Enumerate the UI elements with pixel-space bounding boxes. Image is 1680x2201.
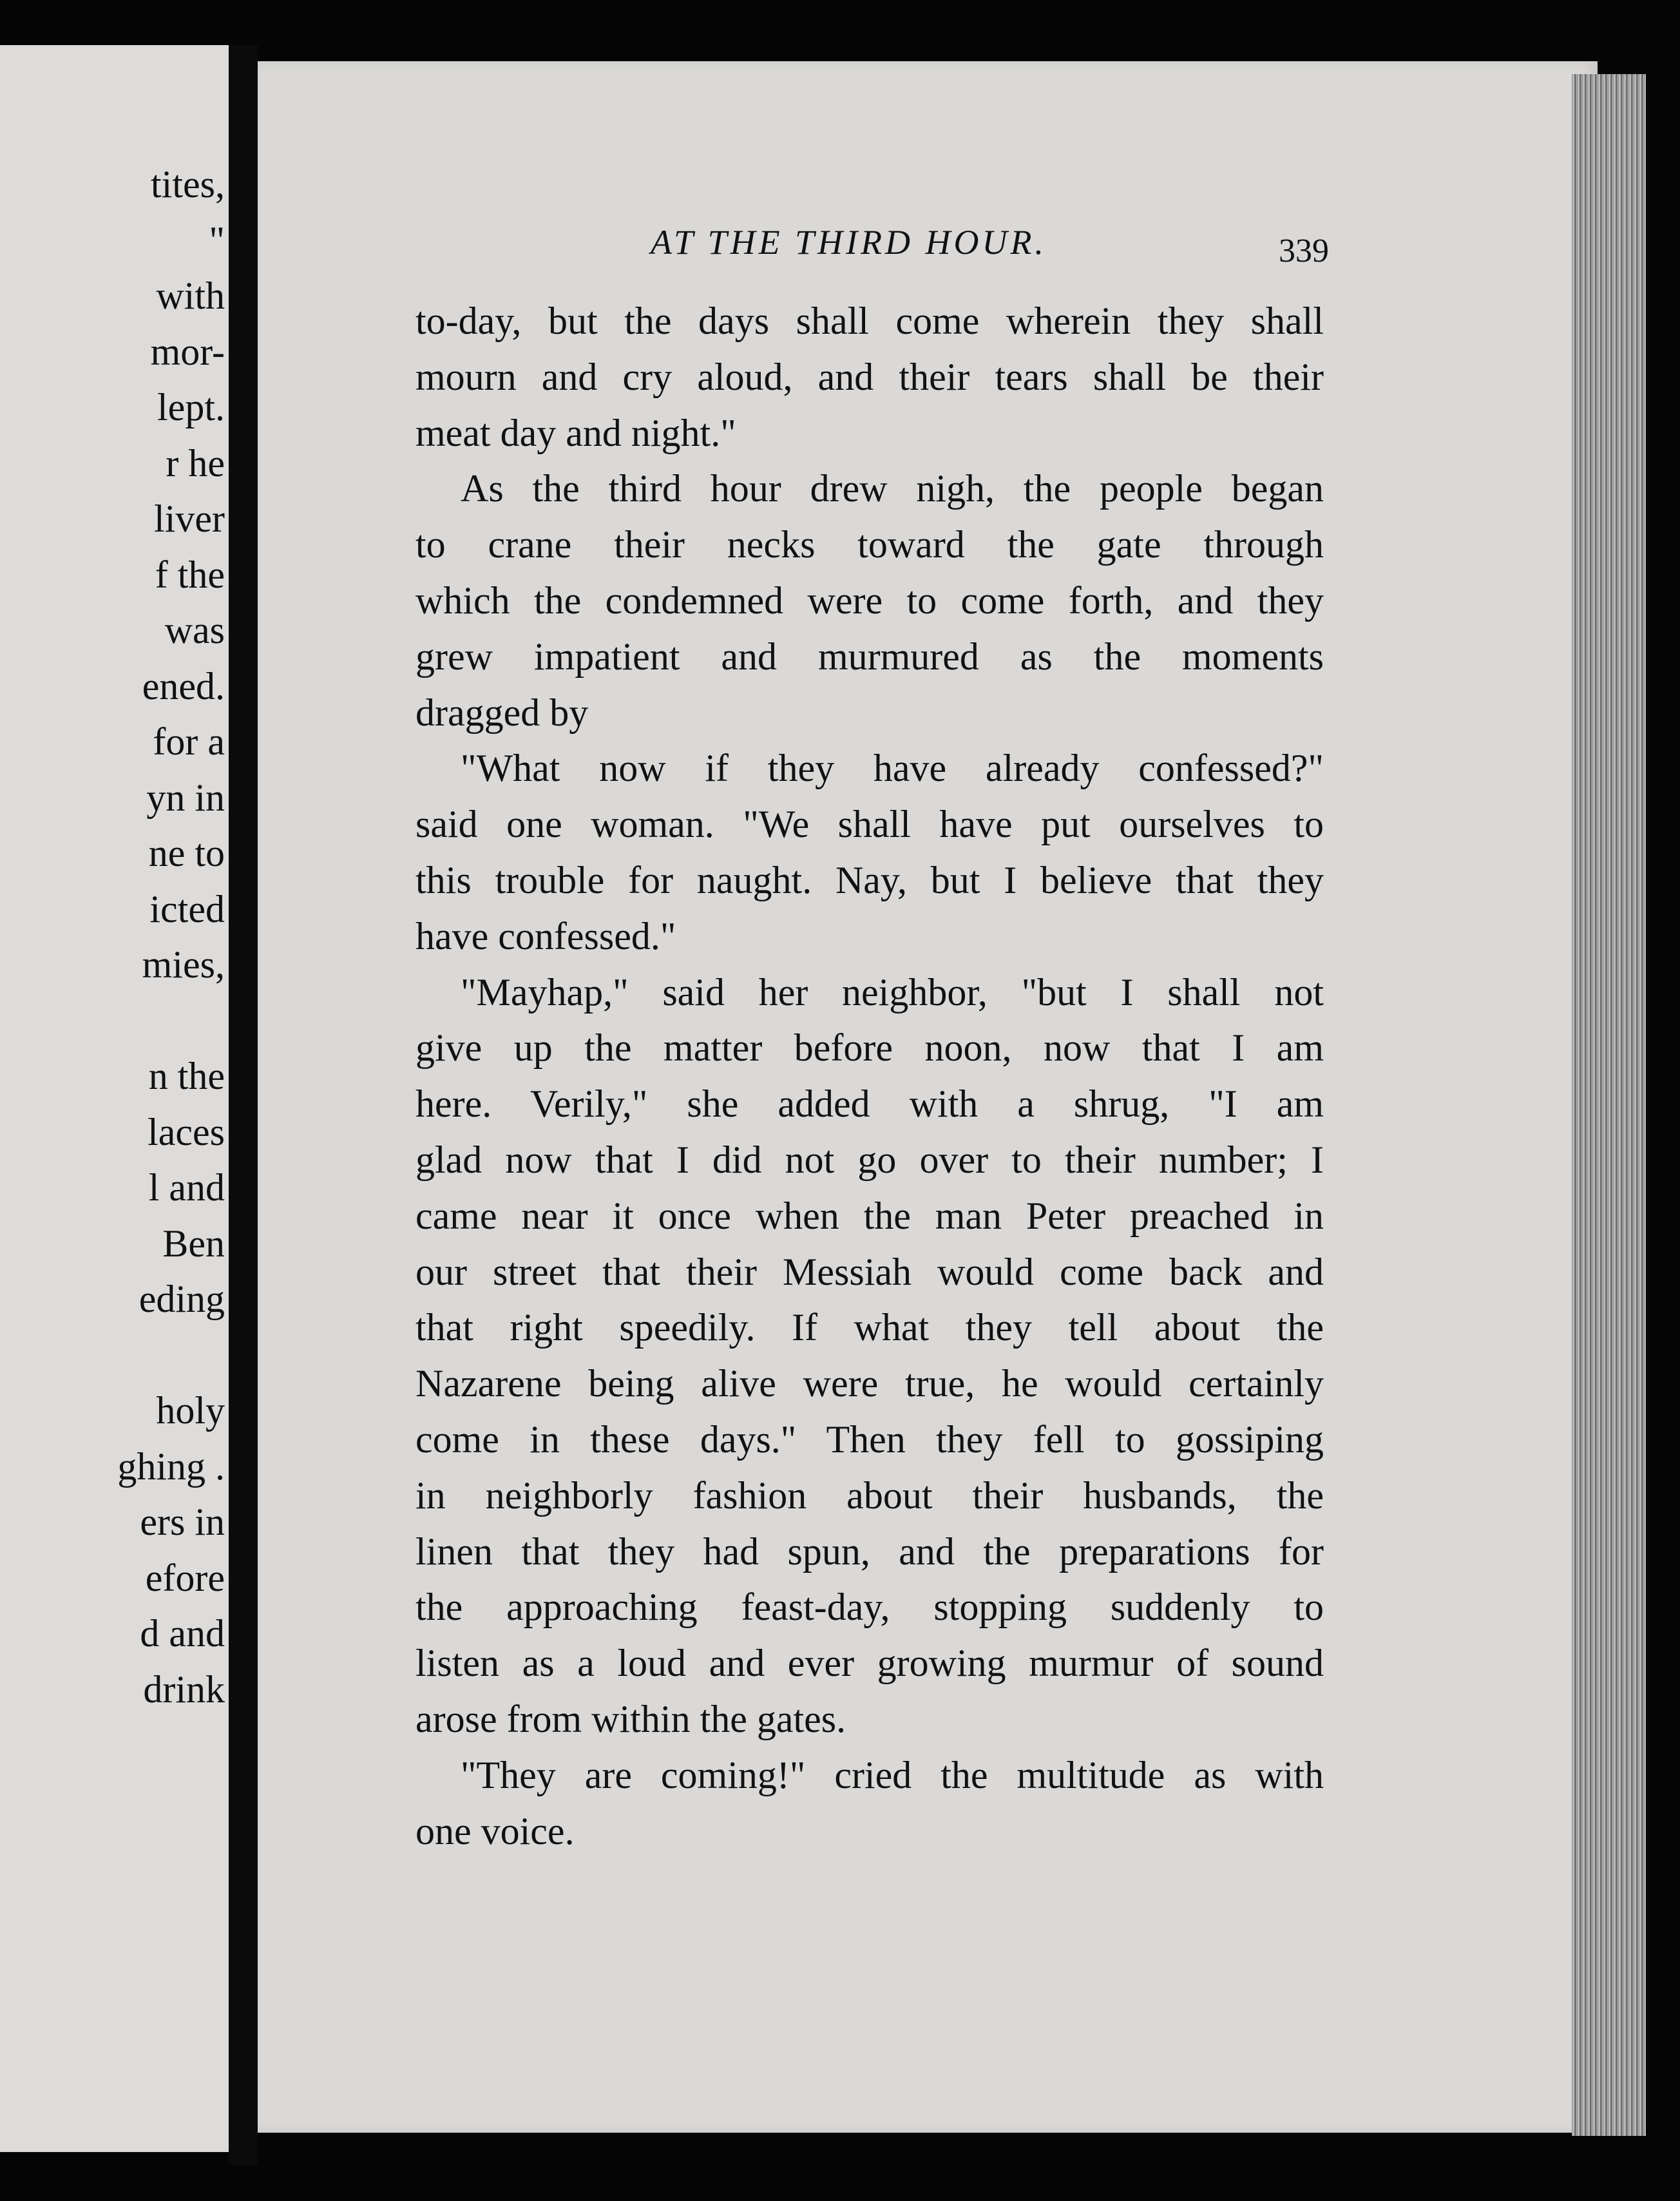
text-line: one voice. <box>415 1809 575 1852</box>
paragraph <box>415 1747 1324 1860</box>
page-number: 339 <box>1279 233 1329 269</box>
text-line: which the condemned were to come forth, and they <box>415 579 1324 622</box>
text-line: glad now that I did not go over to their number; I <box>415 1138 1324 1181</box>
paragraph <box>415 965 1324 1747</box>
text-line: to-day, but the days shall come wherein they shall <box>415 300 1324 342</box>
text-line: Nazarene being alive were true, he would certainly <box>415 1362 1324 1405</box>
left-page-line: liver <box>154 497 225 540</box>
text-line: listen as a loud and ever growing murmur of sound <box>415 1642 1324 1685</box>
left-page-line: ened. <box>142 664 225 707</box>
left-page-line: with <box>156 274 225 317</box>
left-page-line: tites, <box>151 163 225 206</box>
text-line: came near it once when the man Peter preached in <box>415 1194 1324 1237</box>
body-text <box>415 293 1324 1859</box>
text-line: "Mayhap," said her neighbor, "but I shall not <box>461 970 1324 1014</box>
left-page-line <box>117 45 225 101</box>
left-page-line: icted <box>149 887 225 930</box>
paragraph <box>415 461 1324 740</box>
text-line: mourn and cry aloud, and their tears shall be their <box>415 355 1324 398</box>
text-line: this trouble for naught. Nay, but I believe that they <box>415 858 1324 901</box>
text-line: grew impatient and murmured as the moments <box>415 635 1324 678</box>
left-page-line: mies, <box>142 943 225 986</box>
left-page-fragment <box>0 45 229 2152</box>
text-line: here. Verily," she added with a shrug, "I am <box>415 1082 1324 1126</box>
left-page-line <box>117 993 225 1049</box>
left-page-line: f the <box>155 553 225 596</box>
text-line: that right speedily. If what they tell about the <box>415 1306 1324 1349</box>
left-page-line: laces <box>148 1110 225 1153</box>
text-line: linen that they had spun, and the preparations for <box>415 1530 1324 1573</box>
left-page-line: mor- <box>150 330 225 373</box>
text-line: come in these days." Then they fell to gossiping <box>415 1418 1324 1461</box>
book-gutter <box>229 45 258 2165</box>
left-page-line: for a <box>153 720 225 763</box>
text-line: to crane their necks toward the gate through <box>415 523 1324 566</box>
text-line: arose from within the gates. <box>415 1697 846 1740</box>
text-line: have confessed." <box>415 914 676 957</box>
left-page-line: eding <box>138 1278 225 1320</box>
text-line: "They are coming!" cried the multitude as with <box>461 1753 1324 1796</box>
left-page-line: ers in <box>140 1501 225 1543</box>
text-line: "What now if they have already confessed?" <box>461 747 1324 790</box>
left-page-line: ghing . <box>117 1445 225 1488</box>
left-page-line <box>117 1327 225 1383</box>
left-page-line: l and <box>148 1166 225 1209</box>
left-page-text-column <box>117 45 225 1717</box>
left-page-line: lept. <box>157 386 225 428</box>
text-line: As the third hour drew nigh, the people began <box>461 467 1324 510</box>
left-page-line: ne to <box>148 832 225 874</box>
left-page-line: holy <box>156 1389 225 1432</box>
left-page-line <box>117 101 225 157</box>
left-page-line: yn in <box>146 776 225 819</box>
text-line: in neighborly fashion about their husbands, the <box>415 1474 1324 1517</box>
left-page-line: drink <box>143 1668 225 1711</box>
left-page-line: Ben <box>162 1222 225 1265</box>
paragraph <box>415 293 1324 461</box>
text-line: the approaching feast-day, stopping suddenly to <box>415 1586 1324 1629</box>
paragraph <box>415 740 1324 964</box>
left-page-line: was <box>164 609 225 651</box>
left-page-line: n the <box>148 1055 225 1097</box>
text-line: said one woman. "We shall have put ourselves to <box>415 803 1324 846</box>
text-line: meat day and night." <box>415 411 736 454</box>
text-line: our street that their Messiah would come back and <box>415 1250 1324 1293</box>
left-page-line: " <box>209 218 225 262</box>
left-page-line: d and <box>140 1612 225 1655</box>
running-head: AT THE THIRD HOUR. <box>651 223 1047 262</box>
text-line: give up the matter before noon, now that I am <box>415 1026 1324 1070</box>
left-page-line: r he <box>166 441 225 485</box>
left-page-line: efore <box>145 1556 225 1599</box>
page-edges <box>1572 74 1646 2136</box>
text-line: dragged by <box>415 691 589 734</box>
